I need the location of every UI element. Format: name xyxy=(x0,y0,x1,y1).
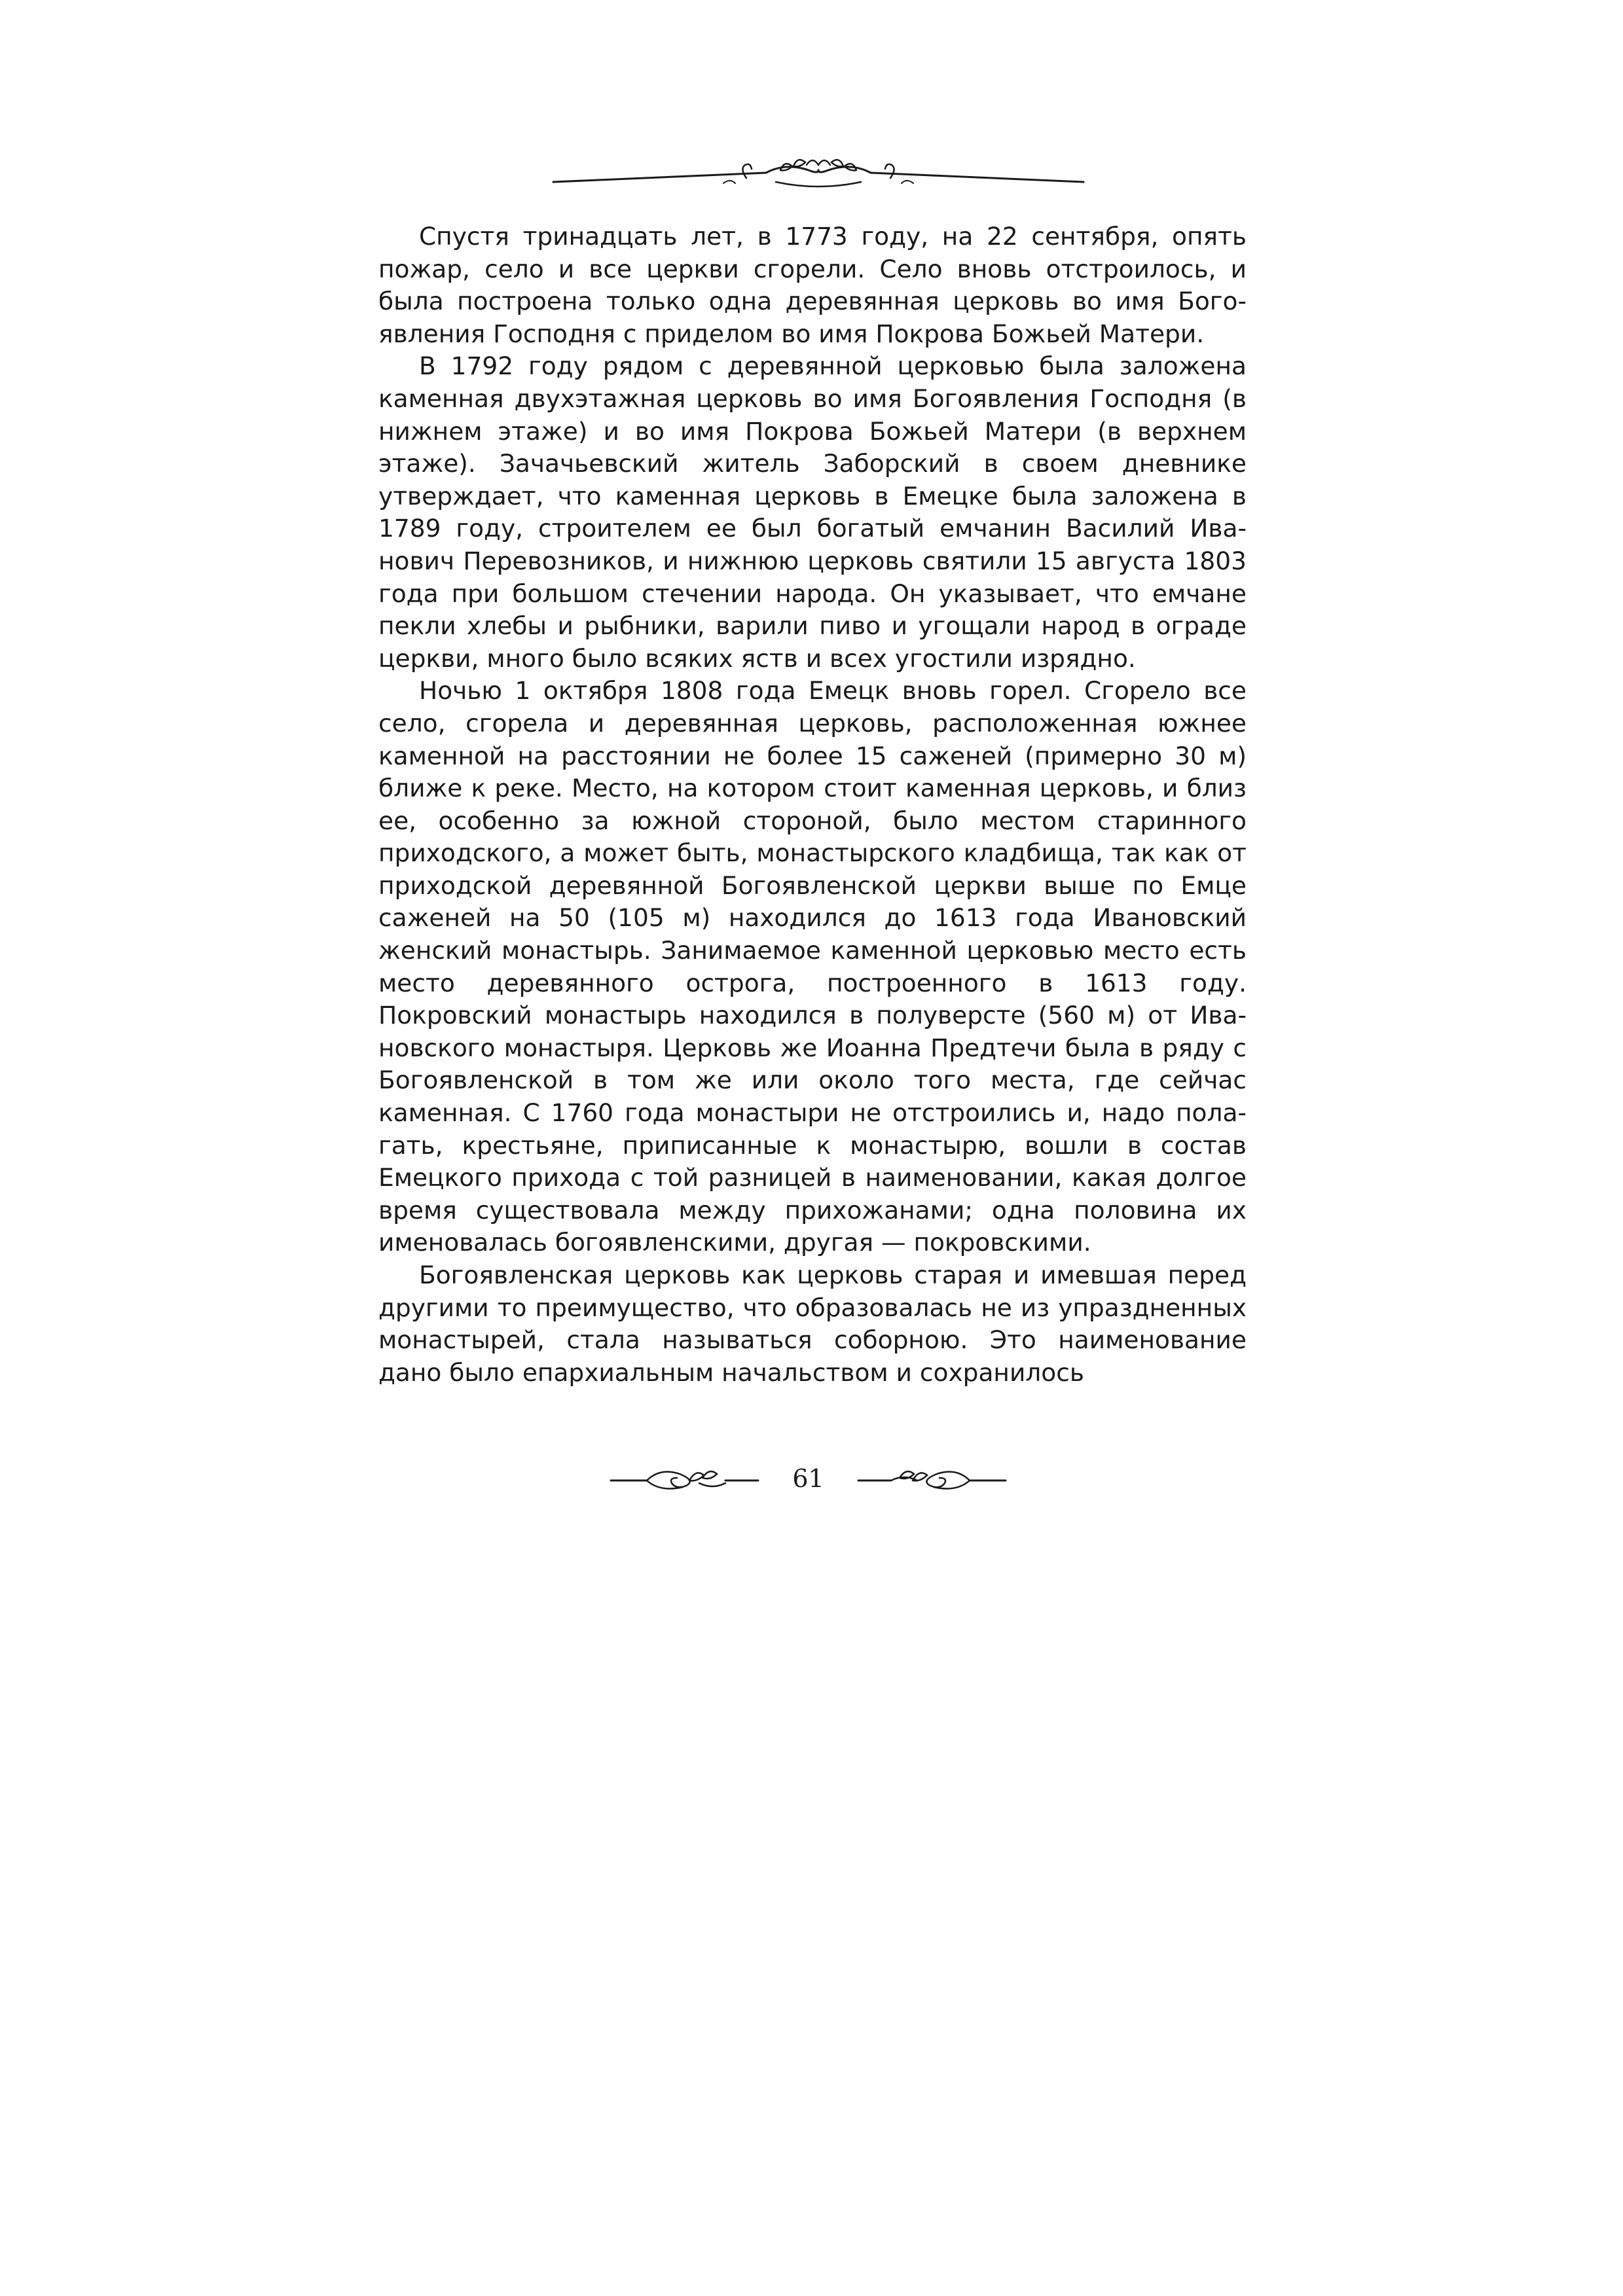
scroll-divider-icon xyxy=(550,151,1087,203)
page-number: 61 xyxy=(792,1464,824,1493)
paragraph: В 1792 году рядом с деревянной церковью была заложена каменная двухэтажная церковь во имя Богоявления Господня (в нижнем этаже) и во имя Покрова Божьей Матери (в верхнем этаже). Зачачьевский житель Заборский в своем дневнике утверждает, что каменная церковь в Емецке была заложена в 1789 году, строителем ее был богатый емчанин Василий Иванович Перевозников, и нижнюю церковь святили 15 августа 1803 года при большом стечении народа. Он указывает, что емчане пекли хлебы и рыбники, варили пиво и угощали народ в ограде церкви, много было всяких яств и всех угостили изрядно. xyxy=(378,351,1247,673)
flourish-right-icon xyxy=(855,1463,1009,1496)
main-text xyxy=(378,221,1247,1389)
paragraph: Ночью 1 октября 1808 года Емецк вновь горел. Сгорело все село, сгорела и деревянная церковь, расположенная южнее каменной на расстоянии не более 15 саженей (примерно 30 м) ближе к реке. Место, на котором стоит каменная церковь, и близ ее, особенно за южной стороной, было местом старинного приходского, а может быть, монастырского кладбища, так как от приходской деревянной Богоявленской церкви выше по Емце саженей на 50 (105 м) находился до 1613 года Ивановский женский монастырь. Занимаемое каменной церковью место есть место деревянного острога, построенного в 1613 году. Покровский монастырь находился в полуверсте (560 м) от Ивановского монастыря. Церковь же Иоанна Предтечи была в ряду с Богоявленской в том же или около того места, где сейчас каменная. С 1760 года монастыри не отстроились и, надо полагать, крестьяне, приписанные к монастырю, вошли в состав Емецкого прихода с той разницей в наименовании, какая долгое время существовала между прихожанами; одна половина их именовалась богоявленскими, другая — покровскими. xyxy=(378,676,1247,1257)
page-footer xyxy=(378,1461,1247,1500)
paragraph: Спустя тринадцать лет, в 1773 году, на 22 сентября, опять пожар, село и все церкви сгорели. Село вновь отстроилось, и была построена только одна деревянная церковь во имя Богоявления Господня с приделом во имя Покрова Божьей Матери. xyxy=(378,222,1247,348)
flourish-left-icon xyxy=(608,1463,761,1496)
paragraph: Богоявленская церковь как церковь старая и имевшая перед другими то преимущество, что образовалась не из упраздненных монастырей, стала называться соборною. Это наименование дано было епархиальным начальством и сохранилось xyxy=(378,1261,1247,1387)
